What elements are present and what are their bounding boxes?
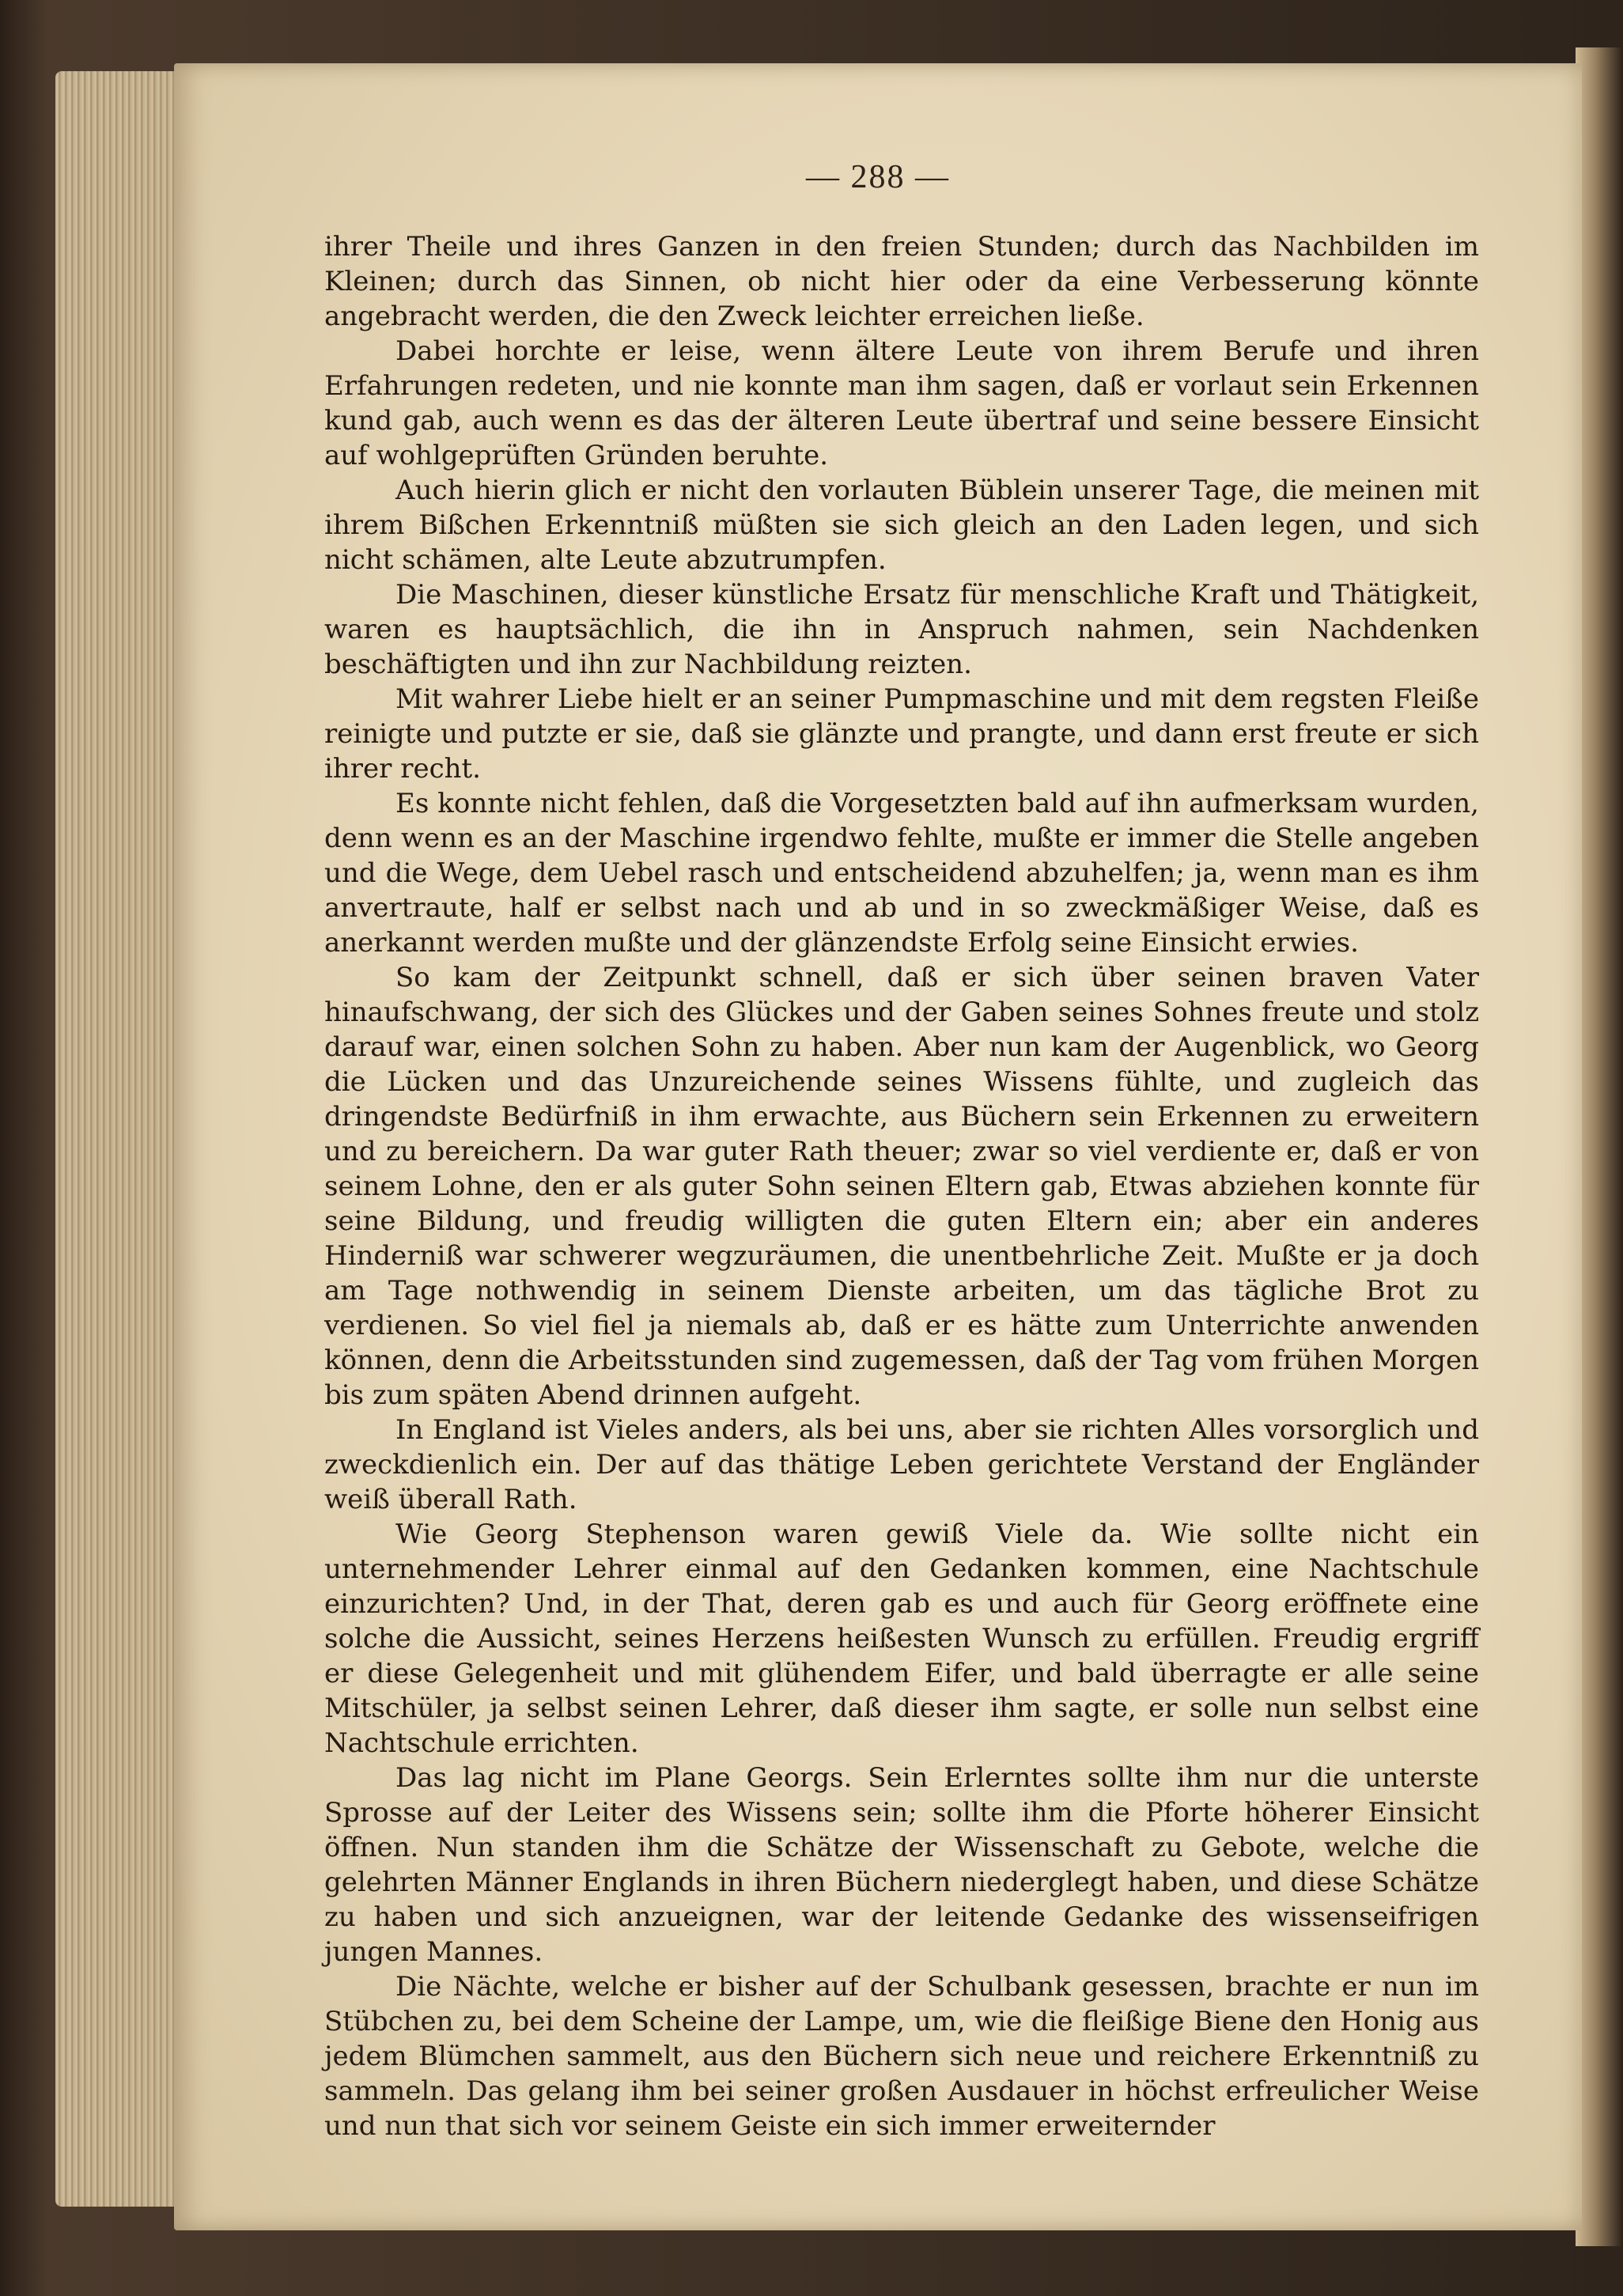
paragraph: Wie Georg Stephenson waren gewiß Viele da. Wie sollte nicht ein unternehmender Lehrer einmal auf den Gedanken kommen, eine Nachtschule einzurichten? Und, in der That, deren gab es und auch für Georg eröffnete eine solche die Aussicht, seines Herzens heißesten Wunsch zu erfüllen. Freudig ergriff er diese Gelegenheit und mit glühendem Eifer, und bald überragte er alle seine Mitschüler, ja selbst seinen Lehrer, daß dieser ihm sagte, er solle nun selbst eine Nachtschule errichten. [324,1519,1479,1759]
paragraph: Es konnte nicht fehlen, daß die Vorgesetzten bald auf ihn aufmerksam wurden, denn wenn es an der Maschine irgendwo fehlte, mußte er immer die Stelle angeben und die Wege, dem Uebel rasch und entscheidend abzuhelfen; ja, wenn man es ihm anvertraute, half er selbst nach und ab und in so zweckmäßiger Weise, daß es anerkannt werden mußte und der glänzendste Erfolg seine Einsicht erwies. [324,788,1479,959]
paragraph: In England ist Vieles anders, als bei uns, aber sie richten Alles vorsorglich und zweckdienlich ein. Der auf das thätige Leben gerichtete Verstand der Engländer weiß überall Rath. [324,1414,1479,1515]
paragraph: Dabei horchte er leise, wenn ältere Leute von ihrem Berufe und ihren Erfahrungen redeten, und nie konnte man ihm sagen, daß er vorlaut sein Erkennen kund gab, auch wenn es das der älteren Leute übertraf und seine bessere Einsicht auf wohlgeprüften Gründen beruhte. [324,335,1479,471]
paragraph: ihrer Theile und ihres Ganzen in den freien Stunden; durch das Nachbilden im Kleinen; durch das Sinnen, ob nicht hier oder da eine Verbesserung könnte angebracht werden, die den Zweck leichter erreichen ließe. [324,231,1479,332]
book-page [174,63,1582,2230]
page-edges-left [55,71,182,2207]
paragraph: Die Nächte, welche er bisher auf der Schulbank gesessen, brachte er nun im Stübchen zu, bei dem Scheine der Lampe, um, wie die fleißige Biene den Honig aus jedem Blümchen sammelt, aus den Büchern sich neue und reichere Erkenntniß zu sammeln. Das gelang ihm bei seiner großen Ausdauer in höchst erfreulicher Weise und nun that sich vor seinem Geiste ein sich immer erweiternder [324,1971,1479,2142]
paragraph: Mit wahrer Liebe hielt er an seiner Pumpmaschine und mit dem regsten Fleiße reinigte und putzte er sie, daß sie glänzte und prangte, und dann erst freute er sich ihrer recht. [324,683,1479,785]
page-edges-right [1576,47,1623,2246]
paragraph: Auch hierin glich er nicht den vorlauten Büblein unserer Tage, die meinen mit ihrem Bißchen Erkenntniß müßten sie sich gleich an den Laden legen, und sich nicht schämen, alte Leute abzutrumpfen. [324,475,1479,576]
paragraph: Das lag nicht im Plane Georgs. Sein Erlerntes sollte ihm nur die unterste Sprosse auf der Leiter des Wissens sein; sollte ihm die Pforte höherer Einsicht öffnen. Nun standen ihm die Schätze der Wissenschaft zu Gebote, welche die gelehrten Männer Englands in ihren Büchern niederglegt haben, und diese Schätze zu haben und sich anzueignen, war der leitende Gedanke des wissenseifrigen jungen Mannes. [324,1762,1479,1968]
paragraph: So kam der Zeitpunkt schnell, daß er sich über seinen braven Vater hinaufschwang, der sich des Glückes und der Gaben seines Sohnes freute und stolz darauf war, einen solchen Sohn zu haben. Aber nun kam der Augenblick, wo Georg die Lücken und das Unzureichende seines Wissens fühlte, und zugleich das dringendste Bedürfniß in ihm erwachte, aus Büchern sein Erkennen zu erweitern und zu bereichern. Da war guter Rath theuer; zwar so viel verdiente er, daß er von seinem Lohne, den er als guter Sohn seinen Eltern gab, Etwas abziehen konnte für seine Bildung, und freudig willigten die guten Eltern ein; aber ein anderes Hinderniß war schwerer wegzuräumen, die unentbehrliche Zeit. Mußte er ja doch am Tage nothwendig in seinem Dienste arbeiten, um das tägliche Brot zu verdienen. So viel fiel ja niemals ab, daß er es hätte zum Unterrichte anwenden können, denn die Arbeitsstunden sind zugemessen, daß der Tag vom frühen Morgen bis zum späten Abend drinnen aufgeht. [324,962,1479,1411]
page-number-header: — 288 — [806,159,950,195]
paragraph: Die Maschinen, dieser künstliche Ersatz für menschliche Kraft und Thätigkeit, waren es hauptsächlich, die ihn in Anspruch nahmen, sein Nachdenken beschäftigten und ihn zur Nachbildung reizten. [324,579,1479,680]
page-body-text [324,229,1479,2143]
